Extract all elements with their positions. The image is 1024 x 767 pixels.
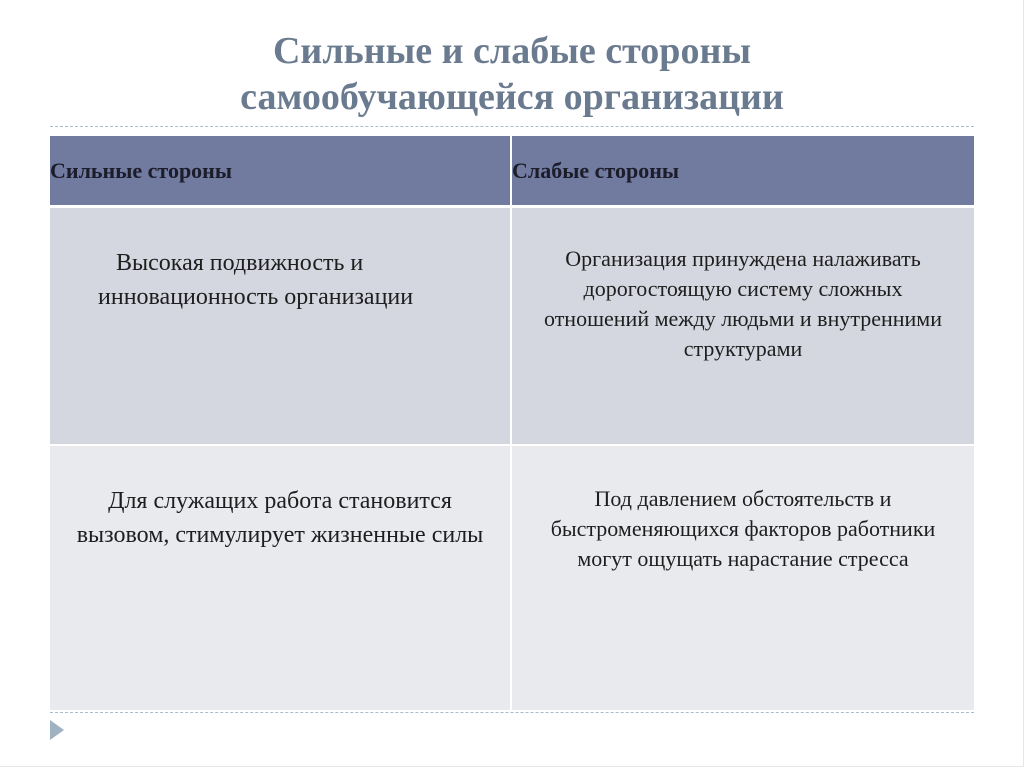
strength-cell: Для служащих работа становится вызовом, стимулирует жизненные силы — [50, 445, 511, 710]
strength-cell — [50, 207, 511, 446]
header-strengths: Сильные стороны — [50, 136, 511, 207]
header-weaknesses: Слабые стороны — [511, 136, 974, 207]
table-header-row — [50, 136, 974, 207]
bottom-dashed-divider — [50, 712, 974, 713]
title-line-1: Сильные и слабые стороны — [272, 30, 752, 72]
comparison-table — [50, 136, 974, 710]
top-dashed-divider — [50, 126, 974, 127]
triangle-right-icon[interactable] — [50, 720, 64, 740]
table-row — [50, 445, 974, 710]
strength-text-line-2: инновационность организации — [98, 284, 414, 310]
weakness-cell: Организация принуждена налаживать дорогостоящую систему сложных отношений между людьми и внутренними структурами — [511, 207, 974, 446]
strength-text-line-1: Высокая подвижность и — [116, 250, 364, 276]
table-row — [50, 207, 974, 446]
weakness-cell: Под давлением обстоятельств и быстроменяющихся факторов работники могут ощущать нарастание стресса — [511, 445, 974, 710]
slide-title — [0, 28, 1024, 120]
title-line-2: самообучающейся организации — [240, 76, 784, 118]
